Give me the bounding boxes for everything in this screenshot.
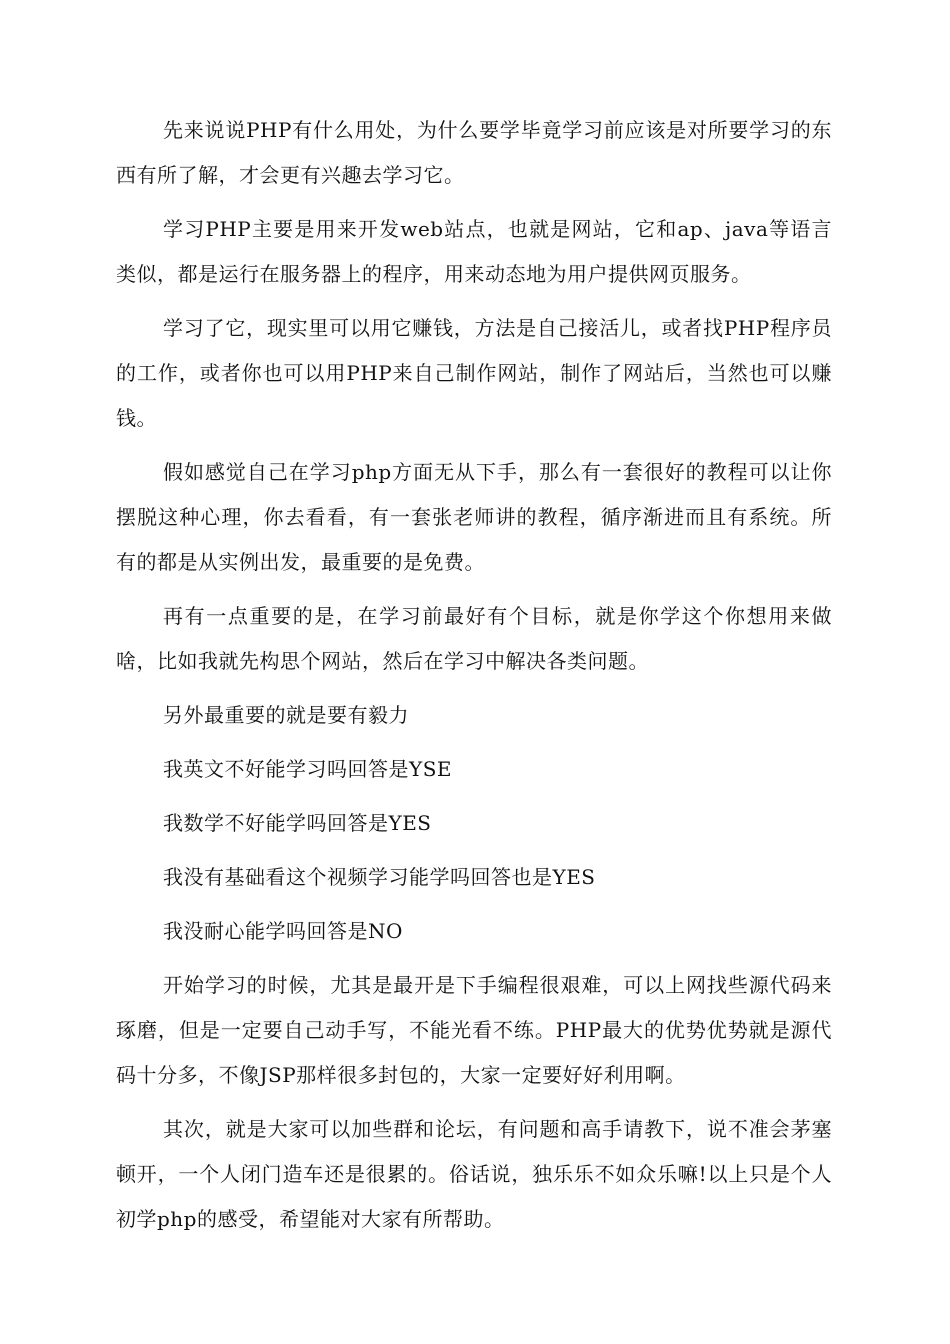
paragraph-5: 再有一点重要的是，在学习前最好有个目标，就是你学这个你想用来做啥，比如我就先构思个网站，然后在学习中解决各类问题。 bbox=[116, 604, 832, 673]
paragraph-10: 我没耐心能学吗回答是NO bbox=[163, 919, 403, 943]
paragraph-8: 我数学不好能学吗回答是YES bbox=[163, 811, 432, 835]
paragraph-6: 另外最重要的就是要有毅力 bbox=[163, 703, 409, 727]
paragraph-3: 学习了它，现实里可以用它赚钱，方法是自己接活儿，或者找PHP程序员的工作，或者你也可以用PHP来自己制作网站，制作了网站后，当然也可以赚钱。 bbox=[116, 316, 832, 430]
paragraph-9: 我没有基础看这个视频学习能学吗回答也是YES bbox=[163, 865, 596, 889]
document-body bbox=[116, 108, 832, 1251]
paragraph-7: 我英文不好能学习吗回答是YSE bbox=[163, 757, 453, 781]
paragraph-4: 假如感觉自己在学习php方面无从下手，那么有一套很好的教程可以让你摆脱这种心理，你去看看，有一套张老师讲的教程，循序渐进而且有系统。所有的都是从实例出发，最重要的是免费。 bbox=[116, 460, 832, 574]
paragraph-1: 先来说说PHP有什么用处，为什么要学毕竟学习前应该是对所要学习的东西有所了解，才会更有兴趣去学习它。 bbox=[116, 118, 832, 187]
paragraph-2: 学习PHP主要是用来开发web站点，也就是网站，它和ap、java等语言类似，都是运行在服务器上的程序，用来动态地为用户提供网页服务。 bbox=[116, 217, 832, 286]
paragraph-12: 其次，就是大家可以加些群和论坛，有问题和高手请教下，说不准会茅塞顿开，一个人闭门造车还是很累的。俗话说，独乐乐不如众乐嘛!以上只是个人初学php的感受，希望能对大家有所帮助。 bbox=[116, 1117, 832, 1231]
paragraph-11: 开始学习的时候，尤其是最开是下手编程很艰难，可以上网找些源代码来琢磨，但是一定要自己动手写，不能光看不练。PHP最大的优势优势就是源代码十分多，不像JSP那样很多封包的，大家一定要好好利用啊。 bbox=[116, 973, 832, 1087]
